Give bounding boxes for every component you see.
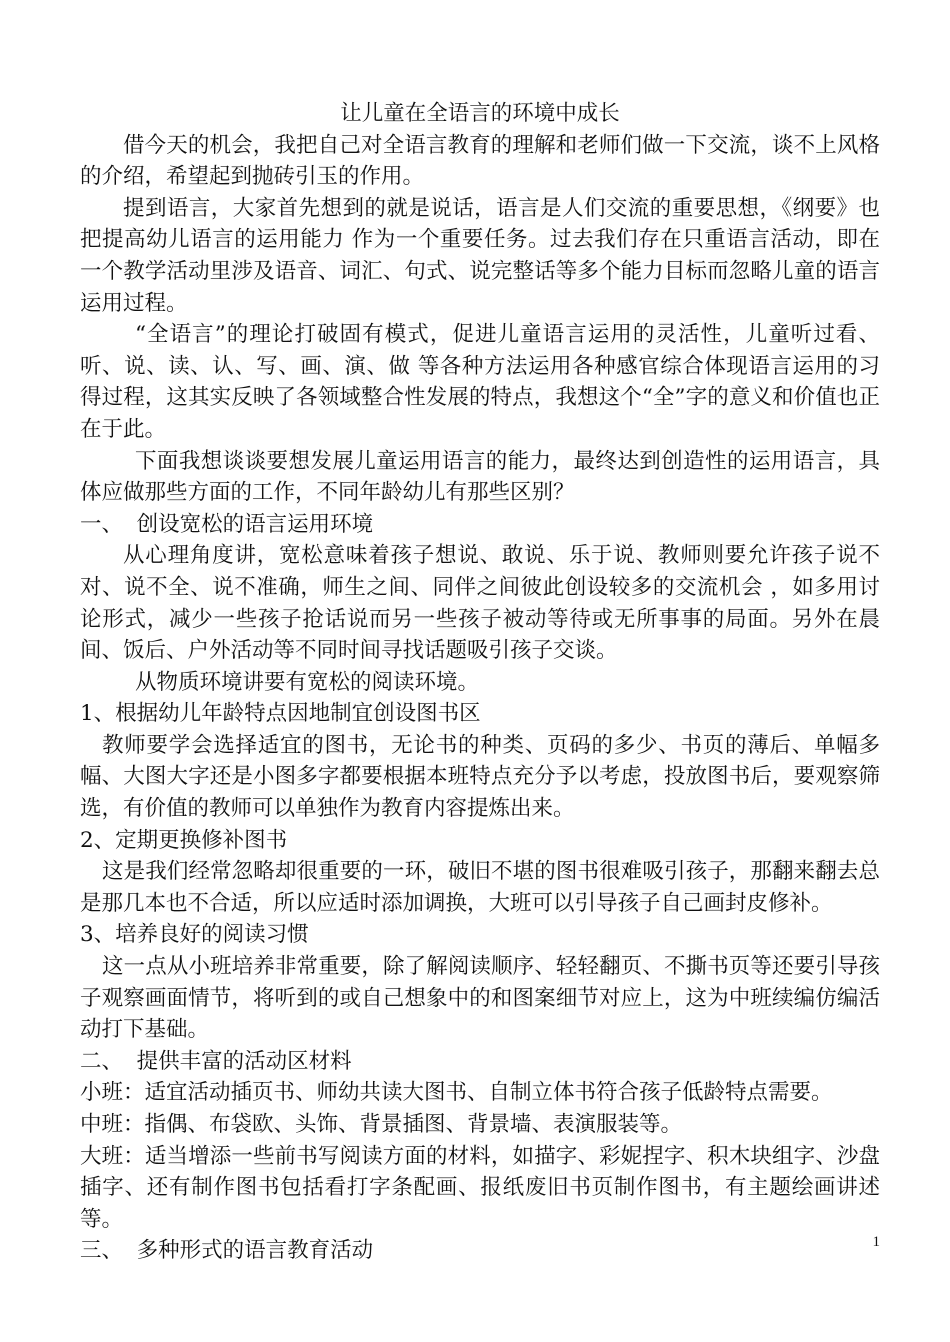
section-2-heading: 二、 提供丰富的活动区材料 [80,1048,352,1074]
middle-class-paragraph: 中班：指偶、布袋欧、头饰、背景插图、背景墙、表演服装等。 [80,1112,683,1137]
document-page [80,98,880,1267]
intro-paragraph-1: 借今天的机会，我把自己对全语言教育的理解和老师们做一下交流，谈不上风格的介绍，希望起到抛砖引玉的作用。 [80,132,880,190]
subsection-1-text: 教师要学会选择适宜的图书，无论书的种类、页码的多少、书页的薄后、单幅多幅、大图大字还是小图多字都要根据本班特点充分予以考虑，投放图书后，要观察筛选，有价值的教师可以单独作为教育内容提炼出来。 [80,732,880,822]
section-1-heading: 一、 创设宽松的语言运用环境 [80,511,374,537]
big-class-paragraph: 大班：适当增添一些前书写阅读方面的材料，如描字、彩妮捏字、积木块组字、沙盘插字、还有制作图书包括看打字条配画、报纸废旧书页制作图书，有主题绘画讲述等。 [80,1143,880,1232]
section-3-heading: 三、 多种形式的语言教育活动 [80,1238,374,1264]
section-1-paragraph-1: 从心理角度讲，宽松意味着孩子想说、敢说、乐于说、教师则要允许孩子说不对、说不全、说不准确，师生之间、同伴之间彼此创设较多的交流机会 ，如多用讨论形式，减少一些孩子抢话说而另一些孩子被动等待或无所事事的局面。另外在晨间、饭后、户外活动等不同时间寻找话题吸引孩子交谈。 [80,543,880,664]
small-class-paragraph: 小班：适宜活动插页书、师幼共读大图书、自制立体书符合孩子低龄特点需要。 [80,1080,833,1106]
document-title: 让儿童在全语言的环境中成长 [340,101,620,126]
intro-paragraph-3: “全语言”的理论打破固有模式，促进儿童语言运用的灵活性，儿童听过看、听、说、读、认、写、画、演、做 等各种方法运用各种感官综合体现语言运用的习得过程，这其实反映了各领域整合性发展的特点，我想这个“全”字的意义和价值也正在于此。 [80,322,880,442]
intro-paragraph-2: 提到语言，大家首先想到的就是说话，语言是人们交流的重要思想，《纲要》也把提高幼儿语言的运用能力 作为一个重要任务。过去我们存在只重语言活动，即在一个教学活动里涉及语音、词汇、句式、说完整话等多个能力目标而忽略儿童的语言运用过程。 [80,195,880,316]
section-1-paragraph-2: 从物质环境讲要有宽松的阅读环境。 [135,669,480,695]
intro-paragraph-4: 下面我想谈谈要想发展儿童运用语言的能力，最终达到创造性的运用语言，具体应做那些方面的工作，不同年龄幼儿有那些区别？ [80,448,880,506]
subsection-3-heading: 3、培养良好的阅读习惯 [80,922,309,948]
subsection-3-text: 这一点从小班培养非常重要，除了解阅读顺序、轻轻翻页、不撕书页等还要引导孩子观察画面情节，将听到的或自己想象中的和图案细节对应上，这为中班续编仿编活动打下基础。 [80,954,880,1043]
page-number: 1 [872,1234,880,1250]
subsection-1-heading: 1、根据幼儿年龄特点因地制宜创设图书区 [80,701,481,727]
subsection-2-heading: 2、定期更换修补图书 [80,827,288,853]
subsection-2-text: 这是我们经常忽略却很重要的一环，破旧不堪的图书很难吸引孩子，那翻来翻去总是那几本也不合适，所以应适时添加调换，大班可以引导孩子自己画封皮修补。 [80,859,880,916]
